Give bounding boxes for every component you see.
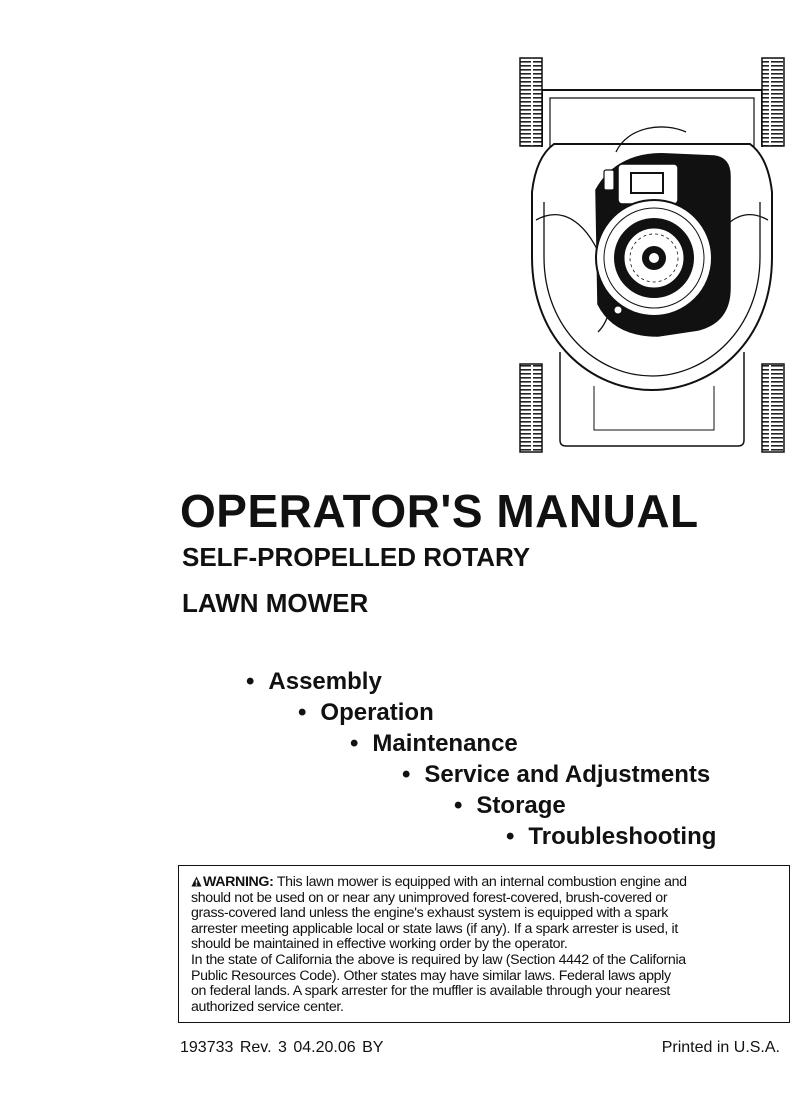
wheel-rear-left	[520, 364, 542, 452]
wheel-front-right	[762, 58, 784, 146]
topic-label: Assembly	[268, 668, 382, 695]
topic-troubleshooting	[506, 825, 716, 849]
wheel-front-left	[520, 58, 542, 146]
topic-label: Storage	[476, 792, 566, 819]
warning-line-9: authorized service center.	[191, 998, 344, 1015]
topic-maintenance	[350, 732, 518, 756]
topic-assembly	[246, 670, 382, 694]
page-title: OPERATOR'S MANUAL	[180, 485, 699, 537]
printed-in: Printed in U.S.A.	[661, 1039, 780, 1056]
wheel-rear-right	[762, 364, 784, 452]
topic-label: Maintenance	[372, 730, 518, 757]
warning-text: This lawn mower is equipped with an internal combustion engine and	[276, 874, 687, 890]
bullet-icon: •	[402, 761, 411, 788]
bullet-icon: •	[350, 730, 359, 757]
warning-line-7: Public Resources Code). Other states may have similar laws. Federal laws apply	[191, 967, 671, 984]
topic-operation	[298, 701, 434, 725]
topic-label: Service and Adjustments	[424, 761, 711, 788]
warning-line-3: grass-covered land unless the engine's exhaust system is equipped with a spark	[191, 905, 668, 922]
warning-box	[178, 865, 790, 1023]
part-number: 193733 Rev. 3 04.20.06 BY	[180, 1039, 384, 1056]
product-subtitle-line-1: SELF-PROPELLED ROTARY	[182, 542, 531, 572]
warning-triangle-icon	[191, 876, 202, 887]
bullet-icon: •	[506, 823, 515, 850]
warning-line-8: on federal lands. A spark arrester for the muffler is available through your nearest	[191, 983, 671, 1000]
topic-service-and-adjustments	[402, 763, 710, 787]
warning-line-5: should be maintained in effective working order by the operator.	[191, 936, 568, 953]
bullet-icon: •	[298, 699, 307, 726]
warning-line-1	[191, 875, 779, 891]
topic-label: Troubleshooting	[528, 823, 717, 850]
lawn-mower-illustration	[518, 52, 786, 457]
bullet-icon: •	[246, 668, 255, 695]
bullet-icon: •	[454, 792, 463, 819]
topic-label: Operation	[320, 699, 434, 726]
warning-label: WARNING:	[203, 874, 274, 890]
warning-line-4: arrester meeting applicable local or state laws (if any). If a spark arrester is used, it	[191, 920, 678, 937]
warning-line-6: In the state of California the above is required by law (Section 4442 of the California	[191, 951, 686, 968]
topic-storage	[454, 794, 566, 818]
product-subtitle-line-2: LAWN MOWER	[182, 588, 369, 618]
warning-line-2: should not be used on or near any unimproved forest-covered, brush-covered or	[191, 889, 668, 906]
